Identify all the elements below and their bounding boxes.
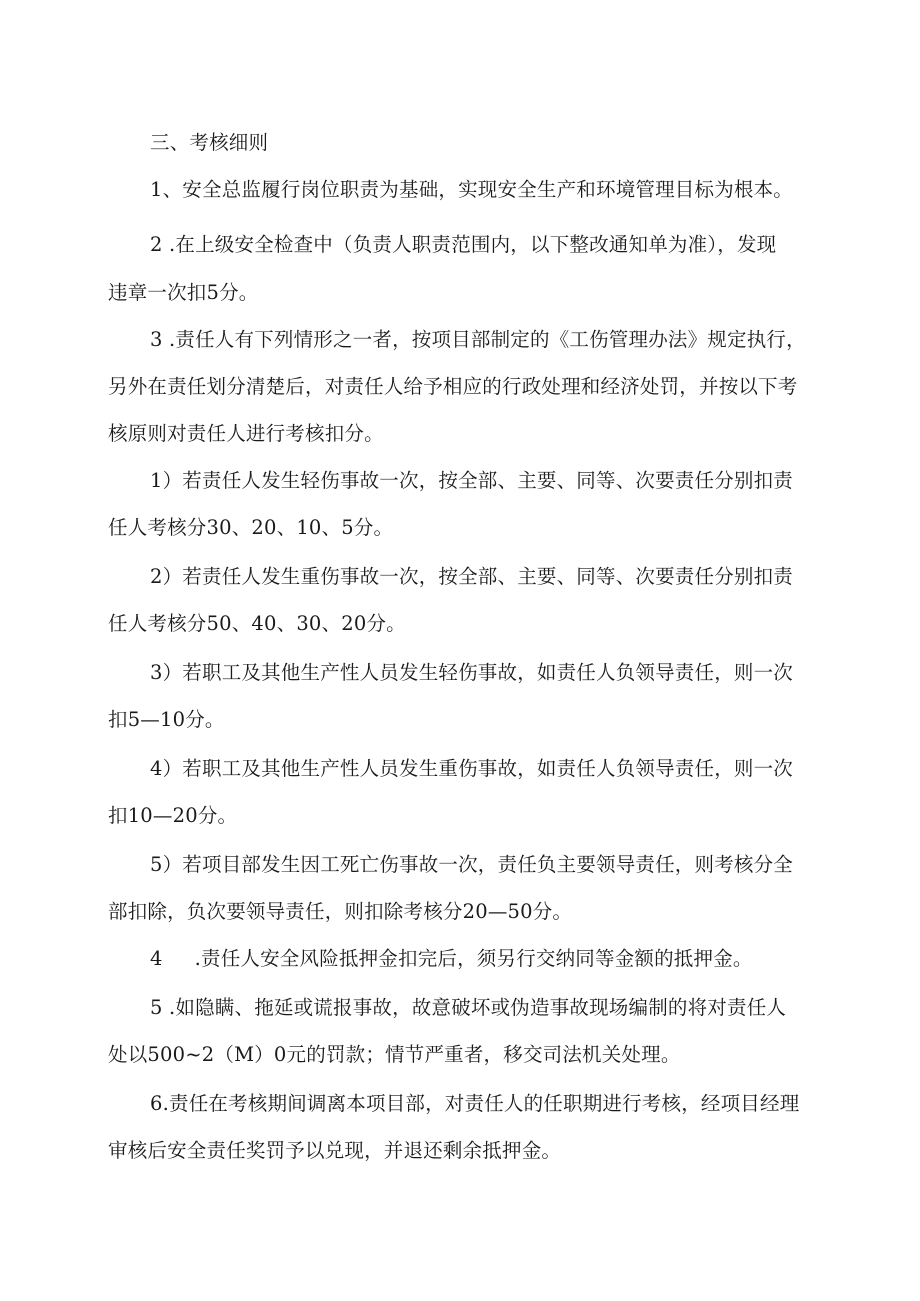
clause-3-line-1: 3 .责任人有下列情形之一者，按项目部制定的《工伤管理办法》规定执行，: [150, 328, 806, 351]
clause-3-line-2: 另外在责任划分清楚后，对责任人给予相应的行政处理和经济处罚，并按以下考: [108, 375, 798, 398]
clause-6-line-1: 6.责任在考核期间调离本项目部，对责任人的任职期进行考核，经项目经理: [150, 1092, 800, 1115]
subclause-1-line-1: 1）若责任人发生轻伤事故一次，按全部、主要、同等、次要责任分别扣责: [150, 469, 794, 492]
subclause-2-line-1: 2）若责任人发生重伤事故一次，按全部、主要、同等、次要责任分别扣责: [150, 565, 794, 588]
clause-6-line-2: 审核后安全责任奖罚予以兑现，并退还剩余抵押金。: [108, 1139, 562, 1162]
subclause-5-line-1: 5）若项目部发生因工死亡伤事故一次，责任负主要领导责任，则考核分全: [150, 853, 794, 876]
subclause-4-line-2: 扣10—20分。: [108, 804, 238, 827]
subclause-4-line-1: 4）若职工及其他生产性人员发生重伤事故，如责任人负领导责任，则一次: [150, 757, 794, 780]
subclause-5-line-2: 部扣除，负次要领导责任，则扣除考核分20—50分。: [108, 900, 573, 923]
clause-3-line-3: 核原则对责任人进行考核扣分。: [108, 422, 384, 445]
clause-1: 1、安全总监履行岗位职责为基础，实现安全生产和环境管理目标为根本。: [150, 178, 794, 201]
section-heading: 三、考核细则: [150, 131, 269, 154]
clause-2-line-2: 违章一次扣5分。: [108, 281, 259, 304]
clause-5-line-2: 处以500~2（M）0元的罚款；情节严重者，移交司法机关处理。: [108, 1043, 681, 1066]
clause-2-line-1: 2 .在上级安全检查中（负责人职责范围内，以下整改通知单为准），发现: [150, 233, 777, 256]
subclause-3-line-2: 扣5—10分。: [108, 708, 225, 731]
subclause-3-line-1: 3）若职工及其他生产性人员发生轻伤事故，如责任人负领导责任，则一次: [150, 661, 794, 684]
subclause-1-line-2: 任人考核分30、20、10、5分。: [108, 516, 394, 539]
subclause-2-line-2: 任人考核分50、40、30、20分。: [108, 612, 406, 635]
clause-5-line-1: 5 .如隐瞒、拖延或谎报事故，故意破坏或伪造事故现场编制的将对责任人: [150, 996, 787, 1019]
clause-4: 4 .责任人安全风险抵押金扣完后，须另行交纳同等金额的抵押金。: [150, 947, 753, 970]
